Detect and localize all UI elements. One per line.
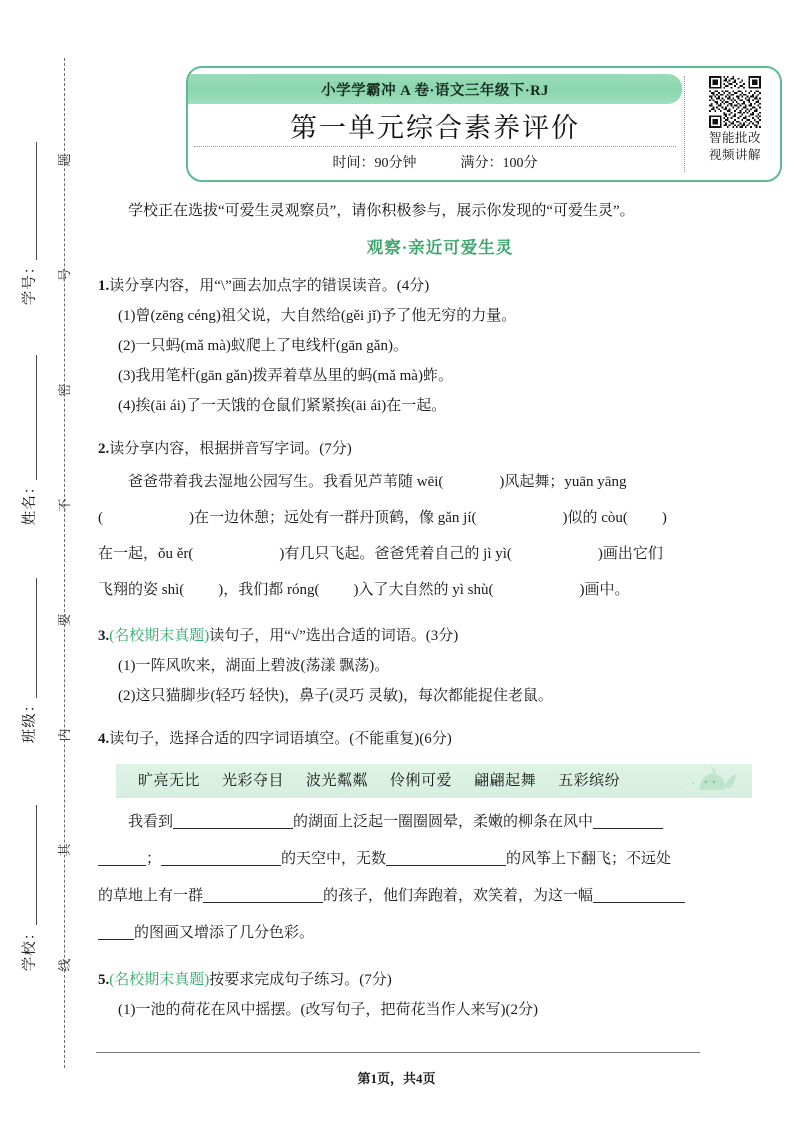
exam-meta-row <box>188 152 682 172</box>
answer-blank-line[interactable] <box>593 808 663 829</box>
question-1-stem <box>98 271 782 301</box>
class-rule <box>36 578 37 698</box>
passage-seg: )画出它们 <box>597 546 663 562</box>
seal-char: 不 <box>57 498 72 512</box>
passage-seg: 飞翔的姿 shì( <box>98 582 185 598</box>
school-rule <box>36 805 37 925</box>
passage-seg: 在一起，ǒu ěr( <box>98 546 194 562</box>
fill-seg: 的风筝上下翻飞；不远处 <box>506 851 672 867</box>
fill-seg: 的湖面上泛起一圈圈圆晕，柔嫩的柳条在风中 <box>293 814 594 830</box>
passage-seg: ( <box>98 510 103 526</box>
header-main-area <box>188 68 682 180</box>
question-2-text: 读分享内容，根据拼音写字词。(7分) <box>109 441 352 457</box>
passage-seg: )有几只飞起。爸爸凭着自己的 jì yì( <box>279 546 512 562</box>
question-4-number: 4. <box>98 731 110 747</box>
intro-paragraph: 学校正在选拔“可爱生灵观察员”，请你积极参与，展示你发现的“可爱生灵”。 <box>128 203 635 219</box>
section-heading: 观察·亲近可爱生灵 <box>366 238 514 257</box>
question-5-item-1: (1)一池的荷花在风中摇摆。(改写句子，把荷花当作人来写)(2分) <box>118 1002 538 1018</box>
question-5-tag: (名校期末真题) <box>109 972 210 988</box>
fill-seg: 的图画又增添了几分色彩。 <box>134 925 315 941</box>
word-bank-item[interactable]: 伶俐可爱 <box>390 773 453 789</box>
qr-panel[interactable] <box>692 72 778 164</box>
passage-seg: ) <box>661 510 667 526</box>
qr-code-icon[interactable] <box>709 76 761 128</box>
question-3-text: 读句子，用“√”选出合适的词语。(3分) <box>209 628 459 644</box>
question-3-stem <box>98 621 782 651</box>
student-id-label: 学号： <box>22 258 38 306</box>
question-3 <box>98 621 782 711</box>
qr-label-video-explanation: 视频讲解 <box>708 148 761 162</box>
name-label: 姓名： <box>22 478 38 526</box>
passage-seg: 爸爸带着我去湿地公园写生。我看见芦苇随 wēi( <box>128 474 444 490</box>
class-label: 班级： <box>22 696 38 744</box>
question-4-fill-line-4 <box>98 915 782 952</box>
answer-blank-line[interactable] <box>98 919 134 940</box>
word-bank-item[interactable]: 旷亮无比 <box>138 773 201 789</box>
page-number: 第1页，共4页 <box>357 1071 436 1086</box>
seal-char: 号 <box>57 268 72 282</box>
question-3-item-1: (1)一阵风吹来，湖面上碧波(荡漾 飘荡)。 <box>118 658 390 674</box>
question-3-item-2: (2)这只猫脚步(轻巧 轻快)，鼻子(灵巧 灵敏)，每次都能捉住老鼠。 <box>118 688 553 704</box>
question-2 <box>98 434 782 608</box>
word-bank <box>116 764 752 798</box>
passage-seg: )，我们都 róng( <box>218 582 320 598</box>
sealing-line-sidebar <box>0 0 92 1122</box>
passage-seg: )画中。 <box>579 582 630 598</box>
question-4-stem <box>98 724 782 754</box>
question-1 <box>98 271 782 421</box>
answer-blank-line[interactable] <box>386 845 506 866</box>
answer-blank-line[interactable] <box>161 845 281 866</box>
header-vertical-divider <box>684 76 685 172</box>
question-4-fill-line-2 <box>98 841 782 878</box>
footer-divider <box>96 1052 700 1053</box>
seal-char: 内 <box>57 728 72 742</box>
question-4-fill-line-3 <box>98 878 782 915</box>
series-banner <box>188 74 682 104</box>
fill-seg: ； <box>146 851 162 867</box>
answer-blank-line[interactable] <box>173 808 293 829</box>
word-bank-item[interactable]: 波光粼粼 <box>306 773 369 789</box>
question-4-fill-line-1 <box>98 804 782 841</box>
question-4 <box>98 724 782 952</box>
question-4-text: 读句子，选择合适的四字词语填空。(不能重复)(6分) <box>109 731 452 747</box>
question-1-item-2: (2)一只蚂(mǎ mà)蚁爬上了电线杆(gān gǎn)。 <box>118 338 408 354</box>
sealing-dashed-line <box>64 58 65 1068</box>
passage-seg: )风起舞；yuān yāng <box>499 474 627 490</box>
question-1-item-4: (4)挨(āi ái)了一天饿的仓鼠们紧紧挨(āi ái)在一起。 <box>118 398 447 414</box>
exam-time-label: 时间：90分钟 <box>332 156 417 171</box>
fill-seg: 我看到 <box>128 814 174 830</box>
name-rule <box>36 355 37 480</box>
exam-body <box>98 196 782 1025</box>
word-bank-item[interactable]: 光彩夺目 <box>222 773 285 789</box>
question-1-text: 读分享内容，用“\”画去加点字的错误读音。(4分) <box>109 278 430 294</box>
question-1-item-1: (1)曾(zēng céng)祖父说，大自然给(gěi jǐ)予了他无穷的力量。 <box>118 308 517 324</box>
seal-char: 题 <box>57 153 72 167</box>
seal-char: 密 <box>57 383 72 397</box>
passage-seg: )似的 còu( <box>562 510 628 526</box>
qr-label-smart-grading: 智能批改 <box>708 131 761 145</box>
answer-blank-line[interactable] <box>98 845 146 866</box>
question-5-stem <box>98 965 782 995</box>
exam-header-card <box>186 66 782 182</box>
question-2-passage-line-3 <box>98 536 782 572</box>
question-2-passage-line-2 <box>98 500 782 536</box>
seal-char: 要 <box>57 613 72 627</box>
series-banner-text: 小学学霸冲 A 卷·语文三年级下·RJ <box>321 82 549 99</box>
question-2-stem <box>98 434 782 464</box>
question-5-text: 按要求完成句子练习。(7分) <box>209 972 392 988</box>
exam-score-label: 满分：100分 <box>460 156 538 171</box>
seal-char: 线 <box>57 958 72 972</box>
student-id-rule <box>36 142 37 260</box>
question-2-passage-line-1 <box>98 464 782 500</box>
fill-seg: 的孩子，他们奔跑着，欢笑着，为这一幅 <box>323 888 594 904</box>
word-bank-item[interactable]: 翩翩起舞 <box>474 773 537 789</box>
question-1-number: 1. <box>98 278 110 294</box>
question-2-passage-line-4 <box>98 572 782 608</box>
answer-blank-line[interactable] <box>203 882 323 903</box>
question-5 <box>98 965 782 1025</box>
whale-decoration-icon <box>680 766 738 796</box>
fill-seg: 的草地上有一群 <box>98 888 204 904</box>
header-divider <box>194 146 676 147</box>
question-3-number: 3. <box>98 628 110 644</box>
passage-seg: )在一边休憩；远处有一群丹顶鹤，像 gǎn jí( <box>189 510 477 526</box>
school-label: 学校： <box>22 924 38 972</box>
page-title: 第一单元综合素养评价 <box>290 113 580 144</box>
question-5-number: 5. <box>98 972 110 988</box>
passage-seg: )入了大自然的 yì shù( <box>353 582 494 598</box>
word-bank-item[interactable]: 五彩缤纷 <box>558 773 621 789</box>
question-2-number: 2. <box>98 441 110 457</box>
seal-char: 其 <box>57 843 72 857</box>
fill-seg: 的天空中，无数 <box>281 851 387 867</box>
question-3-tag: (名校期末真题) <box>109 628 210 644</box>
question-1-item-3: (3)我用笔杆(gān gǎn)拨弄着草丛里的蚂(mǎ mà)蚱。 <box>118 368 453 384</box>
answer-blank-line[interactable] <box>593 882 685 903</box>
